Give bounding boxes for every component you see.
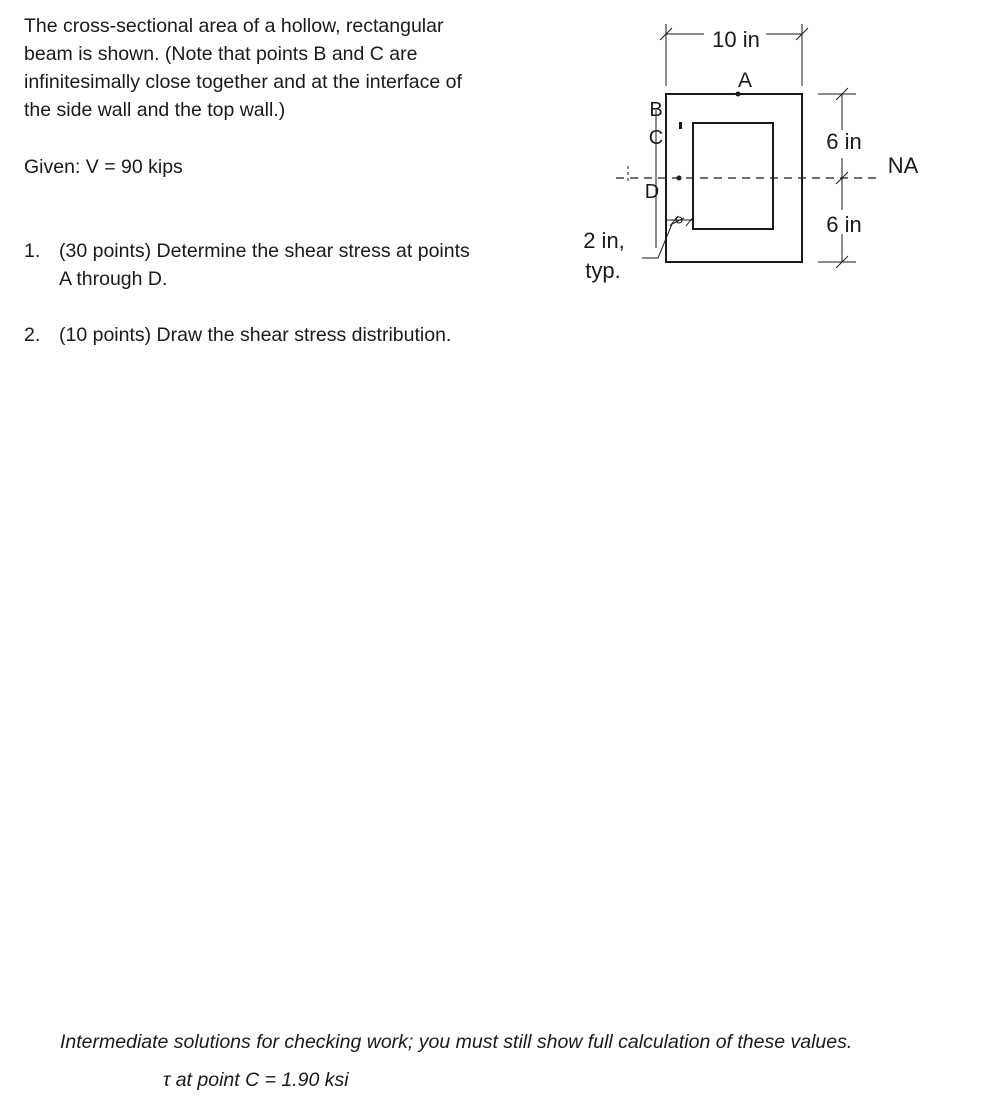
point-c-label: C bbox=[648, 127, 664, 149]
point-a-label: A bbox=[737, 69, 753, 92]
given-shear-force: Given: V = 90 kips bbox=[24, 156, 183, 178]
answer-check-value: τ at point C = 1.90 ksi bbox=[163, 1069, 349, 1091]
inner-cavity bbox=[693, 123, 773, 229]
point-b-label: B bbox=[649, 99, 663, 121]
question-2-text: (10 points) Draw the shear stress distribution. bbox=[59, 324, 452, 346]
intermediate-solutions-note: Intermediate solutions for checking work; you must still show full calculation of these values. bbox=[60, 1031, 853, 1053]
wall-thickness-label-line2: typ. bbox=[585, 258, 621, 283]
question-2 bbox=[24, 321, 544, 349]
point-a-marker bbox=[736, 92, 741, 97]
lower-height-label: 6 in bbox=[826, 212, 862, 237]
wall-thickness-label-line1: 2 in, bbox=[583, 228, 625, 253]
question-1-text: (30 points) Determine the shear stress at points A through D. bbox=[59, 240, 470, 290]
problem-statement: The cross-sectional area of a hollow, rectangular beam is shown. (Note that points B and C are infinitesimally close together and at the interface of the side wall and the top wall.) bbox=[24, 15, 462, 121]
question-2-number: 2. bbox=[24, 324, 41, 346]
beam-cross-section-figure bbox=[560, 10, 940, 300]
neutral-axis-label: NA bbox=[887, 153, 919, 178]
point-d-label: D bbox=[644, 181, 660, 203]
question-1-number: 1. bbox=[24, 240, 41, 262]
thickness-leader-line bbox=[642, 218, 684, 258]
question-1 bbox=[24, 237, 484, 293]
point-bc-marker bbox=[679, 122, 682, 129]
width-dimension-label: 10 in bbox=[712, 27, 760, 52]
upper-height-label: 6 in bbox=[826, 129, 862, 154]
point-d-marker bbox=[677, 176, 682, 181]
